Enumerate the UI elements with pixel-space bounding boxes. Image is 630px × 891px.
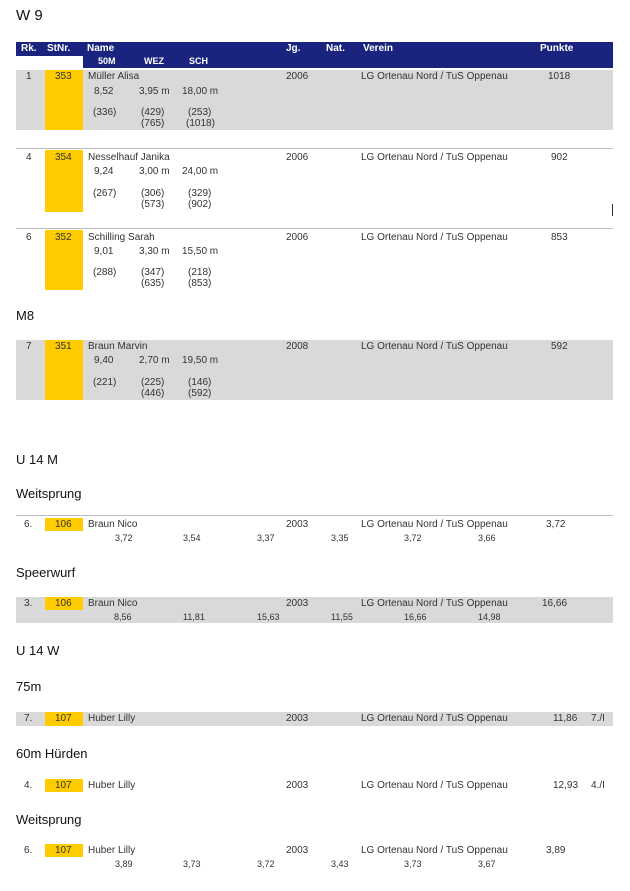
athlete-name: Huber Lilly bbox=[88, 713, 136, 724]
points-50m: (267) bbox=[93, 188, 117, 199]
birth-year: 2003 bbox=[286, 519, 309, 530]
points-sch: (329) bbox=[188, 188, 212, 199]
attempt: 15,63 bbox=[257, 612, 280, 622]
points-wez: (225) bbox=[141, 377, 165, 388]
club: LG Ortenau Nord / TuS Oppenau bbox=[361, 341, 508, 352]
birth-year: 2003 bbox=[286, 845, 309, 856]
divider bbox=[16, 148, 613, 149]
result-50m: 8,52 bbox=[94, 86, 114, 97]
result-50m: 9,24 bbox=[94, 166, 114, 177]
heat-placing: 7./I bbox=[591, 713, 605, 724]
result-50m: 9,01 bbox=[94, 246, 114, 257]
club: LG Ortenau Nord / TuS Oppenau bbox=[361, 71, 508, 82]
rank: 6. bbox=[24, 519, 33, 530]
cumulative-sch: (902) bbox=[188, 199, 212, 210]
club: LG Ortenau Nord / TuS Oppenau bbox=[361, 780, 508, 791]
section-title-m8: M8 bbox=[16, 308, 35, 323]
birth-year: 2006 bbox=[286, 71, 309, 82]
rank: 6. bbox=[24, 845, 33, 856]
result-sch: 15,50 m bbox=[182, 246, 219, 257]
cumulative-sch: (853) bbox=[188, 278, 212, 289]
result: 11,86 bbox=[553, 713, 578, 724]
athlete-name: Nesselhauf Janika bbox=[88, 152, 170, 163]
points: 1018 bbox=[548, 71, 571, 82]
athlete-name: Braun Nico bbox=[88, 519, 138, 530]
club: LG Ortenau Nord / TuS Oppenau bbox=[361, 598, 508, 609]
rank: 6 bbox=[26, 232, 32, 243]
result-wez: 3,95 m bbox=[139, 86, 170, 97]
points-sch: (253) bbox=[188, 107, 212, 118]
club: LG Ortenau Nord / TuS Oppenau bbox=[361, 713, 508, 724]
header-stnr: StNr. bbox=[47, 43, 71, 54]
start-number: 107 bbox=[55, 713, 72, 724]
header-sub-sch: SCH bbox=[189, 56, 209, 66]
attempt: 3,72 bbox=[404, 533, 422, 543]
rank: 3. bbox=[24, 598, 33, 609]
result: 3,72 bbox=[546, 519, 566, 530]
result: 16,66 bbox=[542, 598, 568, 609]
attempt: 11,55 bbox=[331, 612, 353, 622]
points-wez: (306) bbox=[141, 188, 165, 199]
attempt: 3,72 bbox=[257, 859, 275, 869]
birth-year: 2003 bbox=[286, 713, 309, 724]
header-punkte: Punkte bbox=[540, 43, 574, 54]
event-title-weitsprung: Weitsprung bbox=[16, 812, 82, 827]
header-rk: Rk. bbox=[21, 43, 37, 54]
rank: 4. bbox=[24, 780, 33, 791]
points-wez: (347) bbox=[141, 267, 165, 278]
result-wez: 2,70 m bbox=[139, 355, 170, 366]
header-verein: Verein bbox=[363, 43, 394, 54]
attempt: 3,67 bbox=[478, 859, 496, 869]
birth-year: 2003 bbox=[286, 598, 309, 609]
attempt: 3,73 bbox=[183, 859, 201, 869]
header-jg: Jg. bbox=[286, 43, 301, 54]
start-number: 352 bbox=[55, 232, 72, 243]
attempt: 3,66 bbox=[478, 533, 496, 543]
cumulative-wez: (765) bbox=[141, 118, 165, 129]
start-number: 106 bbox=[55, 598, 72, 609]
result-wez: 3,30 m bbox=[139, 246, 170, 257]
club: LG Ortenau Nord / TuS Oppenau bbox=[361, 152, 508, 163]
athlete-name: Müller Alisa bbox=[88, 71, 140, 82]
birth-year: 2003 bbox=[286, 780, 309, 791]
event-title-75m: 75m bbox=[16, 679, 42, 694]
club: LG Ortenau Nord / TuS Oppenau bbox=[361, 845, 508, 856]
divider bbox=[16, 228, 613, 229]
attempt: 14,98 bbox=[478, 612, 501, 622]
cumulative-sch: (592) bbox=[188, 388, 212, 399]
club: LG Ortenau Nord / TuS Oppenau bbox=[361, 232, 508, 243]
athlete-name: Huber Lilly bbox=[88, 845, 136, 856]
athlete-name: Schilling Sarah bbox=[88, 232, 155, 243]
attempt: 16,66 bbox=[404, 612, 427, 622]
rank: 7 bbox=[26, 341, 32, 352]
text-cursor bbox=[612, 204, 613, 216]
birth-year: 2006 bbox=[286, 152, 309, 163]
start-number: 107 bbox=[55, 780, 72, 791]
result-sch: 18,00 m bbox=[182, 86, 219, 97]
result-sch: 24,00 m bbox=[182, 166, 219, 177]
attempt: 3,72 bbox=[115, 533, 133, 543]
club: LG Ortenau Nord / TuS Oppenau bbox=[361, 519, 508, 530]
section-title-u14m: U 14 M bbox=[16, 452, 58, 467]
result-50m: 9,40 bbox=[94, 355, 114, 366]
event-title-weitsprung: Weitsprung bbox=[16, 486, 82, 501]
header-nat: Nat. bbox=[326, 43, 345, 54]
start-number: 353 bbox=[55, 71, 72, 82]
start-number: 107 bbox=[55, 845, 72, 856]
header-name: Name bbox=[87, 43, 115, 54]
start-number: 354 bbox=[55, 152, 72, 163]
birth-year: 2006 bbox=[286, 232, 309, 243]
points-wez: (429) bbox=[141, 107, 165, 118]
rank: 4 bbox=[26, 152, 32, 163]
start-number: 351 bbox=[55, 341, 72, 352]
points-50m: (221) bbox=[93, 377, 117, 388]
attempt: 3,35 bbox=[331, 533, 349, 543]
rank: 1 bbox=[26, 71, 32, 82]
cumulative-wez: (573) bbox=[141, 199, 165, 210]
points: 853 bbox=[551, 232, 568, 243]
athlete-name: Huber Lilly bbox=[88, 780, 136, 791]
start-number: 106 bbox=[55, 519, 72, 530]
points: 902 bbox=[551, 152, 568, 163]
result: 12,93 bbox=[553, 780, 579, 791]
attempt: 3,43 bbox=[331, 859, 349, 869]
points: 592 bbox=[551, 341, 568, 352]
table-header-labels bbox=[16, 42, 613, 68]
rank: 7. bbox=[24, 713, 33, 724]
cumulative-sch: (1018) bbox=[186, 118, 215, 129]
event-title-60m-huerden: 60m Hürden bbox=[16, 746, 88, 761]
athlete-name: Braun Nico bbox=[88, 598, 138, 609]
header-sub-wez: WEZ bbox=[144, 56, 164, 66]
attempt: 11,81 bbox=[183, 612, 205, 622]
points-50m: (288) bbox=[93, 267, 117, 278]
heat-placing: 4./I bbox=[591, 780, 605, 791]
result-wez: 3,00 m bbox=[139, 166, 170, 177]
birth-year: 2008 bbox=[286, 341, 309, 352]
header-sub-50m: 50M bbox=[98, 56, 116, 66]
attempt: 3,37 bbox=[257, 533, 275, 543]
cumulative-wez: (446) bbox=[141, 388, 165, 399]
points-50m: (336) bbox=[93, 107, 117, 118]
cumulative-wez: (635) bbox=[141, 278, 165, 289]
divider bbox=[16, 515, 613, 516]
result: 3,89 bbox=[546, 845, 566, 856]
section-title-w9: W 9 bbox=[16, 7, 43, 24]
event-title-speerwurf: Speerwurf bbox=[16, 565, 76, 580]
athlete-name: Braun Marvin bbox=[88, 341, 148, 352]
points-sch: (218) bbox=[188, 267, 212, 278]
attempt: 3,73 bbox=[404, 859, 422, 869]
section-title-u14w: U 14 W bbox=[16, 643, 60, 658]
attempt: 3,54 bbox=[183, 533, 201, 543]
result-sch: 19,50 m bbox=[182, 355, 219, 366]
attempt: 8,56 bbox=[114, 612, 132, 622]
points-sch: (146) bbox=[188, 377, 212, 388]
attempt: 3,89 bbox=[115, 859, 133, 869]
